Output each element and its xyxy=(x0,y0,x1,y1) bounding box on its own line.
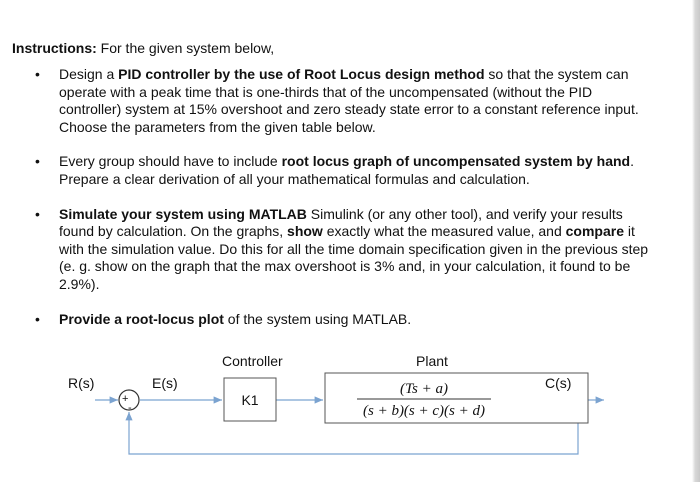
error-label: E(s) xyxy=(152,375,178,391)
instruction-item xyxy=(0,206,650,294)
intro-label: Instructions: xyxy=(12,40,97,56)
text: it with the simulation value. Do this for all the time domain specification given in the previous step (e. g. show on the graph that the max overshoot is 3% and, in your calculation, it found to be 2.9%). xyxy=(59,223,649,292)
minus-sign: - xyxy=(128,402,132,414)
input-label: R(s) xyxy=(68,375,95,391)
transfer-numerator: (Ts + a) xyxy=(400,381,448,397)
block-diagram xyxy=(0,340,700,482)
text: Simulink (or any other tool), and verify your results found by calculation. On the graphs, xyxy=(59,205,623,240)
instruction-item xyxy=(0,153,650,188)
text: exactly what the measured value, and xyxy=(322,223,566,240)
bold-text: Simulate your system using MATLAB xyxy=(59,205,307,222)
output-label: C(s) xyxy=(545,375,572,391)
instruction-item xyxy=(0,66,650,136)
controller-title: Controller xyxy=(222,353,283,369)
bullet-icon: • xyxy=(35,153,40,170)
instructions-intro xyxy=(12,40,274,56)
instruction-list xyxy=(0,66,650,345)
bold-text: compare xyxy=(565,223,624,240)
text: so that the system can operate with a peak time that is one-thirds that of the uncompensated (without the PID controller) system at 15% overshoot and zero steady state error to a constant reference input. Choose the parameters from the given table below. xyxy=(59,66,639,135)
text: Design a xyxy=(59,66,119,82)
bullet-icon: • xyxy=(35,66,40,82)
bold-text: Provide a root-locus plot xyxy=(59,310,224,327)
text: of the system using MATLAB. xyxy=(223,310,412,327)
instruction-item xyxy=(0,311,650,329)
plus-sign: + xyxy=(122,393,129,405)
bold-text: show xyxy=(287,223,323,240)
controller-gain: K1 xyxy=(241,392,259,408)
bullet-icon: • xyxy=(35,310,40,327)
bold-text: PID controller by the use of Root Locus design method xyxy=(118,66,485,82)
bullet-icon: • xyxy=(35,205,40,222)
bold-text: root locus graph of uncompensated system by hand xyxy=(281,153,631,170)
text: . Prepare a clear derivation of all your mathematical formulas and calculation. xyxy=(59,153,634,187)
text: Every group should have to include xyxy=(59,153,282,170)
transfer-denominator: (s + b)(s + c)(s + d) xyxy=(362,403,486,419)
plant-title: Plant xyxy=(416,353,448,369)
intro-text: For the given system below, xyxy=(96,40,275,56)
